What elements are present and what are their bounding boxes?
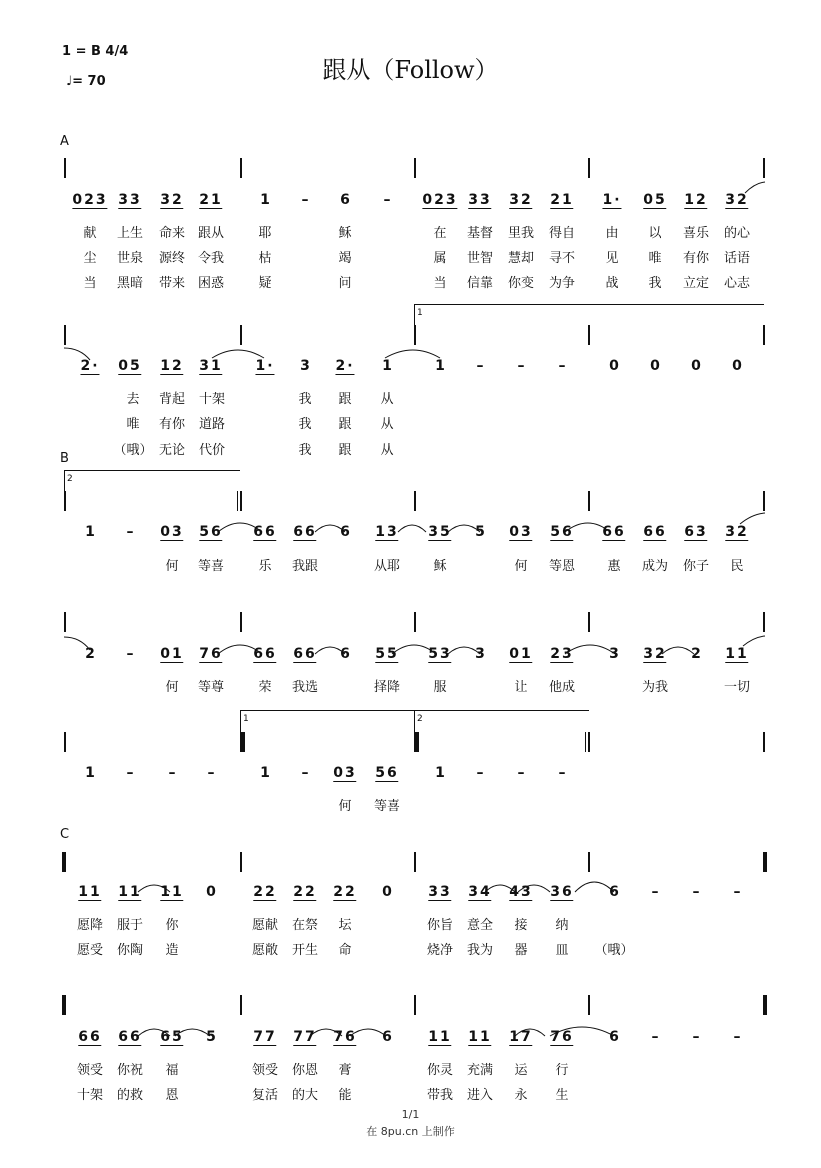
note: – bbox=[517, 358, 525, 374]
note: 22 bbox=[253, 884, 277, 900]
note: 63 bbox=[684, 524, 708, 540]
note: 11 bbox=[160, 884, 184, 900]
note: 01 bbox=[509, 646, 533, 662]
note: 1 bbox=[260, 765, 270, 781]
lyric: 问 bbox=[338, 276, 352, 291]
note: 11 bbox=[468, 1029, 492, 1045]
lyric: 以 bbox=[648, 226, 662, 241]
lyric: 世智 bbox=[466, 251, 494, 266]
slur bbox=[743, 636, 765, 646]
note: 03 bbox=[509, 524, 533, 540]
lyric: 坛 bbox=[338, 918, 352, 933]
lyric: 的救 bbox=[116, 1088, 144, 1103]
note: 03 bbox=[160, 524, 184, 540]
note: 66 bbox=[78, 1029, 102, 1045]
lyric: 皿 bbox=[555, 943, 569, 958]
note: 2 bbox=[691, 646, 701, 662]
lyric: 开生 bbox=[291, 943, 319, 958]
note: – bbox=[476, 358, 484, 374]
lyric: 我跟 bbox=[291, 559, 319, 574]
lyric: 有你 bbox=[158, 417, 186, 432]
note: 01 bbox=[160, 646, 184, 662]
note: 0 bbox=[206, 884, 216, 900]
lyric: 等喜 bbox=[373, 799, 401, 814]
lyric: 行 bbox=[555, 1063, 569, 1078]
note: – bbox=[733, 884, 741, 900]
note: 6 bbox=[382, 1029, 392, 1045]
slur bbox=[64, 348, 90, 360]
slur bbox=[565, 645, 615, 654]
lyric: 你 bbox=[165, 918, 179, 933]
note: 56 bbox=[550, 524, 574, 540]
lyric: 福 bbox=[165, 1063, 179, 1078]
lyric: 何 bbox=[165, 559, 179, 574]
note: 5 bbox=[475, 524, 485, 540]
note: 1 bbox=[85, 765, 95, 781]
note: 55 bbox=[375, 646, 399, 662]
slur bbox=[448, 525, 480, 532]
volta-label-2b: 2 bbox=[417, 714, 423, 724]
lyric: （哦） bbox=[594, 943, 634, 958]
note: 05 bbox=[643, 192, 667, 208]
footer-credit: 在 8pu.cn 上制作 bbox=[366, 1125, 455, 1138]
lyric: 充满 bbox=[466, 1063, 494, 1078]
slur bbox=[518, 885, 550, 892]
lyric: 愿献 bbox=[251, 918, 279, 933]
lyric: 命 bbox=[338, 943, 352, 958]
lyric: 跟 bbox=[338, 443, 352, 458]
slur bbox=[448, 647, 480, 654]
lyric: 当 bbox=[83, 276, 97, 291]
lyric: 寻不 bbox=[548, 251, 576, 266]
page-number: 1/1 bbox=[401, 1108, 420, 1121]
note: 6 bbox=[609, 884, 619, 900]
note: 1 bbox=[260, 192, 270, 208]
volta-label-1: 1 bbox=[417, 308, 423, 318]
lyric: 何 bbox=[165, 680, 179, 695]
lyric: 我 bbox=[298, 392, 312, 407]
volta-label-1b: 1 bbox=[243, 714, 249, 724]
lyric: 献 bbox=[83, 226, 97, 241]
lyric: 从 bbox=[380, 443, 394, 458]
lyric: 从耶 bbox=[373, 559, 401, 574]
note: 2· bbox=[335, 358, 355, 374]
section-label-a: A bbox=[60, 134, 69, 149]
lyric: 造 bbox=[165, 943, 179, 958]
note: 36 bbox=[550, 884, 574, 900]
note: 77 bbox=[253, 1029, 277, 1045]
note: 32 bbox=[643, 646, 667, 662]
note: 76 bbox=[333, 1029, 357, 1045]
lyric: 生 bbox=[555, 1088, 569, 1103]
note: 03 bbox=[333, 765, 357, 781]
note: – bbox=[558, 765, 566, 781]
slur bbox=[315, 525, 345, 532]
lyric: 上生 bbox=[116, 226, 144, 241]
slur bbox=[515, 1029, 545, 1036]
slur bbox=[740, 513, 765, 524]
lyric: 复活 bbox=[251, 1088, 279, 1103]
note: – bbox=[476, 765, 484, 781]
note: 32 bbox=[725, 524, 749, 540]
lyric: 一切 bbox=[723, 680, 751, 695]
note: 31 bbox=[199, 358, 223, 374]
lyric: 让 bbox=[514, 680, 528, 695]
note: 53 bbox=[428, 646, 452, 662]
lyric: 唯 bbox=[126, 417, 140, 432]
note: 56 bbox=[199, 524, 223, 540]
lyric: 慧却 bbox=[507, 251, 535, 266]
lyric: 道路 bbox=[198, 417, 226, 432]
slur bbox=[392, 645, 436, 654]
note: 21 bbox=[199, 192, 223, 208]
note: 33 bbox=[428, 884, 452, 900]
note: – bbox=[692, 884, 700, 900]
note: – bbox=[651, 1029, 659, 1045]
lyric: 尘 bbox=[83, 251, 97, 266]
note: 0 bbox=[650, 358, 660, 374]
lyric: 见 bbox=[605, 251, 619, 266]
lyric: 你灵 bbox=[426, 1063, 454, 1078]
note: 22 bbox=[333, 884, 357, 900]
lyric: 的大 bbox=[291, 1088, 319, 1103]
note: 0 bbox=[382, 884, 392, 900]
note: 1 bbox=[435, 765, 445, 781]
lyric: 等尊 bbox=[197, 680, 225, 695]
note: 12 bbox=[684, 192, 708, 208]
note: – bbox=[651, 884, 659, 900]
note: 11 bbox=[118, 884, 142, 900]
note: 6 bbox=[340, 646, 350, 662]
lyric: 命来 bbox=[158, 226, 186, 241]
note: 33 bbox=[468, 192, 492, 208]
note: 023 bbox=[72, 192, 108, 208]
lyric: 背起 bbox=[158, 392, 186, 407]
lyric: 运 bbox=[514, 1063, 528, 1078]
lyric: 属 bbox=[433, 251, 447, 266]
lyric: 十架 bbox=[198, 392, 226, 407]
lyric: 从 bbox=[380, 417, 394, 432]
section-label-c: C bbox=[60, 827, 70, 842]
note: 1· bbox=[255, 358, 275, 374]
lyric: 十架 bbox=[76, 1088, 104, 1103]
lyric: 在 bbox=[433, 226, 447, 241]
lyric: 令我 bbox=[197, 251, 225, 266]
lyric: 带来 bbox=[158, 276, 186, 291]
note: – bbox=[207, 765, 215, 781]
note: 76 bbox=[199, 646, 223, 662]
lyric: 跟 bbox=[338, 417, 352, 432]
lyric: 稣 bbox=[433, 559, 447, 574]
lyric: 愿降 bbox=[76, 918, 104, 933]
slur bbox=[64, 637, 90, 650]
note: 3 bbox=[300, 358, 310, 374]
lyric: 我为 bbox=[466, 943, 494, 958]
lyric: 黑暗 bbox=[116, 276, 144, 291]
page-title: 跟从（Follow） bbox=[322, 56, 499, 84]
lyric: 领受 bbox=[251, 1063, 279, 1078]
note: 0 bbox=[691, 358, 701, 374]
lyric: 我 bbox=[648, 276, 662, 291]
lyric: 源终 bbox=[158, 251, 186, 266]
lyric: 服 bbox=[433, 680, 447, 695]
lyric: 你陶 bbox=[116, 943, 144, 958]
note: – bbox=[517, 765, 525, 781]
lyric: 愿受 bbox=[76, 943, 104, 958]
lyric: 从 bbox=[380, 392, 394, 407]
lyric: 话语 bbox=[723, 251, 751, 266]
note: 23 bbox=[550, 646, 574, 662]
volta-label-2: 2 bbox=[67, 474, 73, 484]
note: 6 bbox=[609, 1029, 619, 1045]
lyric: 由 bbox=[605, 226, 619, 241]
lyric: 等喜 bbox=[197, 559, 225, 574]
tempo-marking: ♩= 70 bbox=[66, 74, 106, 89]
note: – bbox=[126, 765, 134, 781]
lyric: 唯 bbox=[648, 251, 662, 266]
note: – bbox=[126, 524, 134, 540]
lyric: 民 bbox=[730, 559, 744, 574]
note: – bbox=[692, 1029, 700, 1045]
note: 35 bbox=[428, 524, 452, 540]
note: 1 bbox=[85, 524, 95, 540]
slur bbox=[385, 350, 440, 358]
lyric: 代价 bbox=[198, 443, 226, 458]
slur bbox=[398, 525, 426, 532]
lyric: 等恩 bbox=[548, 559, 576, 574]
lyric: 世泉 bbox=[116, 251, 144, 266]
lyric: 困惑 bbox=[197, 276, 225, 291]
note: 2 bbox=[85, 646, 95, 662]
note: 11 bbox=[428, 1029, 452, 1045]
slur bbox=[550, 1027, 614, 1036]
section-label-b: B bbox=[60, 451, 69, 466]
note: 5 bbox=[206, 1029, 216, 1045]
lyric: 耶 bbox=[258, 226, 272, 241]
lyric: 何 bbox=[338, 799, 352, 814]
lyric: 你变 bbox=[507, 276, 535, 291]
note: 66 bbox=[253, 646, 277, 662]
note: – bbox=[383, 192, 391, 208]
lyric: 意全 bbox=[466, 918, 494, 933]
lyric: 烧净 bbox=[426, 943, 454, 958]
note: 3 bbox=[609, 646, 619, 662]
note: 11 bbox=[725, 646, 749, 662]
lyric: 疑 bbox=[258, 276, 272, 291]
note: – bbox=[558, 358, 566, 374]
note: 3 bbox=[475, 646, 485, 662]
lyric: 跟从 bbox=[197, 226, 225, 241]
lyric: 信靠 bbox=[466, 276, 494, 291]
note: 6 bbox=[340, 192, 350, 208]
slur bbox=[315, 647, 345, 654]
key-signature: 1 = B 4/4 bbox=[62, 44, 129, 59]
lyric: 服于 bbox=[116, 918, 144, 933]
lyric: 竭 bbox=[338, 251, 352, 266]
lyric: 里我 bbox=[507, 226, 535, 241]
note: – bbox=[168, 765, 176, 781]
slur bbox=[218, 523, 262, 532]
note: 1 bbox=[382, 358, 392, 374]
lyric: 立定 bbox=[682, 276, 710, 291]
slur bbox=[350, 1029, 386, 1036]
note: 56 bbox=[375, 765, 399, 781]
lyric: 去 bbox=[126, 392, 140, 407]
slur bbox=[662, 647, 694, 654]
note: 22 bbox=[293, 884, 317, 900]
note: 0 bbox=[732, 358, 742, 374]
lyric: 膏 bbox=[338, 1063, 352, 1078]
note: 66 bbox=[253, 524, 277, 540]
lyric: 进入 bbox=[466, 1088, 494, 1103]
lyric: 恩 bbox=[165, 1088, 179, 1103]
note: 1 bbox=[435, 358, 445, 374]
note: 66 bbox=[293, 646, 317, 662]
slur bbox=[212, 350, 264, 358]
lyric: 惠 bbox=[607, 559, 621, 574]
lyric: 你恩 bbox=[291, 1063, 319, 1078]
note: 17 bbox=[509, 1029, 533, 1045]
note: 023 bbox=[422, 192, 458, 208]
lyric: 有你 bbox=[682, 251, 710, 266]
lyric: 我 bbox=[298, 417, 312, 432]
note: 1· bbox=[602, 192, 622, 208]
lyric: 跟 bbox=[338, 392, 352, 407]
slur bbox=[175, 1029, 210, 1036]
lyric: 领受 bbox=[76, 1063, 104, 1078]
slur bbox=[485, 885, 515, 892]
note: – bbox=[301, 765, 309, 781]
lyric: 心志 bbox=[723, 276, 751, 291]
lyric: （哦） bbox=[113, 443, 153, 458]
note: 77 bbox=[293, 1029, 317, 1045]
lyric: 无论 bbox=[158, 443, 186, 458]
note: 43 bbox=[509, 884, 533, 900]
note: 0 bbox=[609, 358, 619, 374]
note: 66 bbox=[643, 524, 667, 540]
lyric: 带我 bbox=[426, 1088, 454, 1103]
note: – bbox=[301, 192, 309, 208]
lyric: 当 bbox=[433, 276, 447, 291]
note: 21 bbox=[550, 192, 574, 208]
lyric: 稣 bbox=[338, 226, 352, 241]
lyric: 成为 bbox=[641, 559, 669, 574]
lyric: 能 bbox=[338, 1088, 352, 1103]
lyric: 你旨 bbox=[426, 918, 454, 933]
lyric: 战 bbox=[605, 276, 619, 291]
lyric: 择降 bbox=[373, 680, 401, 695]
note: 32 bbox=[160, 192, 184, 208]
lyric: 愿敞 bbox=[251, 943, 279, 958]
lyric: 我 bbox=[298, 443, 312, 458]
slur bbox=[565, 523, 610, 532]
note: 13 bbox=[375, 524, 399, 540]
lyric: 在祭 bbox=[291, 918, 319, 933]
lyric: 纳 bbox=[555, 918, 569, 933]
lyric: 枯 bbox=[258, 251, 272, 266]
slur bbox=[310, 1029, 342, 1036]
note: 66 bbox=[118, 1029, 142, 1045]
note: 05 bbox=[118, 358, 142, 374]
note: 76 bbox=[550, 1029, 574, 1045]
note: – bbox=[733, 1029, 741, 1045]
lyric: 他成 bbox=[548, 680, 576, 695]
lyric: 得自 bbox=[548, 226, 576, 241]
slur bbox=[745, 182, 765, 193]
lyric: 何 bbox=[514, 559, 528, 574]
lyric: 永 bbox=[514, 1088, 528, 1103]
lyric: 的心 bbox=[723, 226, 751, 241]
slur bbox=[218, 645, 262, 654]
note: 34 bbox=[468, 884, 492, 900]
note: 33 bbox=[118, 192, 142, 208]
lyric: 乐 bbox=[258, 559, 272, 574]
lyric: 为争 bbox=[548, 276, 576, 291]
slur bbox=[138, 885, 170, 892]
lyric: 你祝 bbox=[116, 1063, 144, 1078]
note: 32 bbox=[725, 192, 749, 208]
note: 32 bbox=[509, 192, 533, 208]
lyric: 基督 bbox=[466, 226, 494, 241]
note: 12 bbox=[160, 358, 184, 374]
lyric: 荣 bbox=[258, 680, 272, 695]
lyric: 接 bbox=[514, 918, 528, 933]
note: 6 bbox=[340, 524, 350, 540]
lyric: 为我 bbox=[641, 680, 669, 695]
note: 66 bbox=[293, 524, 317, 540]
slur bbox=[138, 1029, 170, 1036]
slur bbox=[575, 882, 614, 892]
note: – bbox=[126, 646, 134, 662]
lyric: 我选 bbox=[291, 680, 319, 695]
note: 66 bbox=[602, 524, 626, 540]
lyric: 喜乐 bbox=[682, 226, 710, 241]
note: 65 bbox=[160, 1029, 184, 1045]
lyric: 器 bbox=[514, 943, 528, 958]
lyric: 你子 bbox=[682, 559, 710, 574]
note: 2· bbox=[80, 358, 100, 374]
note: 11 bbox=[78, 884, 102, 900]
